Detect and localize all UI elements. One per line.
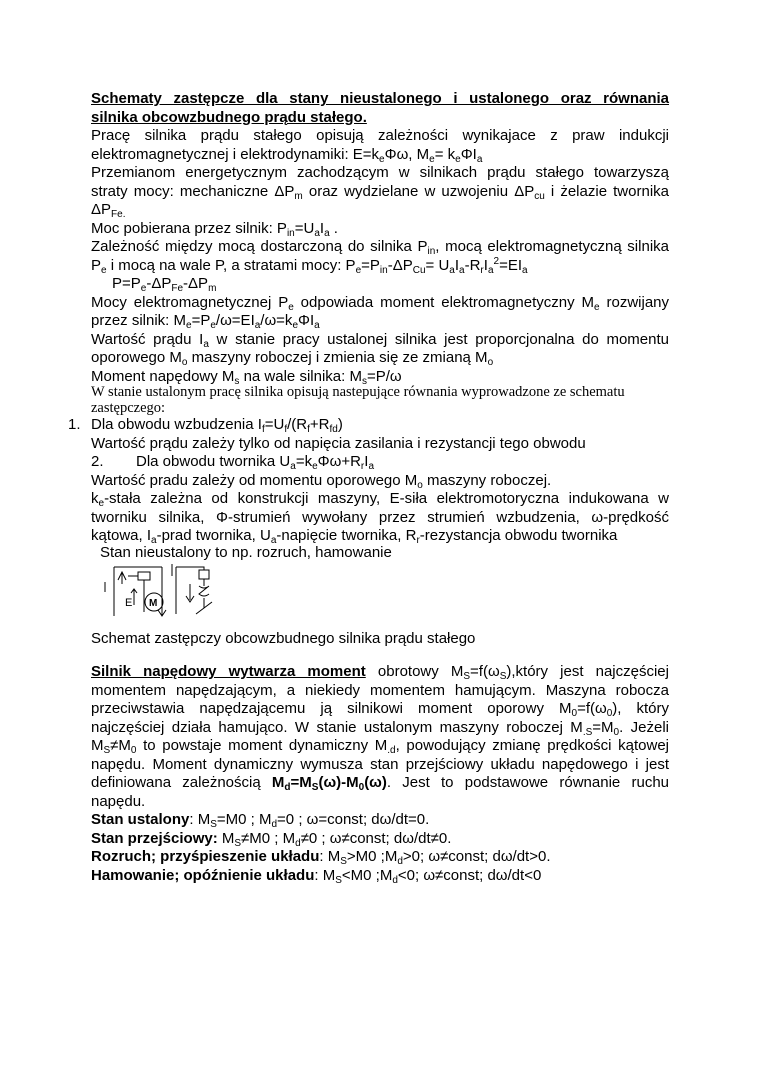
paragraph-text: Zależność między mocą dostarczoną do silnika $P_{in}$, mocą elektromagnetyczną silnika bbox=[91, 238, 669, 257]
paragraph-text: $P_e$ i mocą na wale P, a stratami mocy: $P_e=P_{in}-\Delta P_{Cu}= U_aI_a-R_rI_a^2=EI_a$ bbox=[91, 255, 528, 276]
paragraph-text: definiowana zależnością $M_d=M_S(\omega)-M_0(\omega)$. Jest to podstawowe równanie ruchu bbox=[91, 774, 669, 793]
paragraph-text: Mocy elektromagnetycznej $P_e$ odpowiada moment elektromagnetyczny $M_e$ rozwijany bbox=[91, 293, 670, 313]
paragraph-text: najczęściej działa hamująco. W stanie ustalonym maszyny roboczej $M_{.S}=M_0$. Jeżeli bbox=[91, 718, 670, 738]
figure-caption: Schemat zastępczy obcowzbudnego silnika prądu stałego bbox=[91, 630, 476, 647]
paragraph-text: przeciwstawia napędzającemu ją silnikowi moment oporowy $M_0=f(\omega_0)$, który bbox=[91, 700, 669, 719]
paragraph-text: $k_e$-stała zależna od konstrukcji maszyny, E-siła elektromotoryczna indukowana w bbox=[91, 490, 669, 509]
paragraph-text: oporowego $M_o$ maszyny roboczej i zmienia się ze zmianą $M_o$ bbox=[91, 349, 494, 368]
paragraph-text: Wartość prądu zależy tylko od napięcia zasilania i rezystancji tego obwodu bbox=[91, 434, 586, 452]
paragraph-text: $\Delta P_{Fe.}$ bbox=[91, 201, 126, 220]
paragraph-text: przez silnik: $M_e=P_e/\omega=EI_a/\omega=k_e\Phi I_a$ bbox=[91, 312, 320, 331]
paragraph-text: zastępczego: bbox=[91, 400, 166, 416]
paragraph-text: W stanie ustalonym pracę silnika opisują nastepujące równania wyprowadzone ze schematu bbox=[91, 384, 625, 400]
paragraph-text: Silnik napędowy wytwarza moment obrotowy $M_S=f(\omega_S),który$ jest najczęściej bbox=[91, 663, 669, 682]
state-line: Stan przejściowy: $M_S\ne M0$ ; $M_d\ne 0$ ; ω≠const; dω/dt≠0. bbox=[91, 829, 452, 849]
paragraph-text: momentem napędzającym, a niekiedy momentem hamującym. Maszyna robocza bbox=[91, 681, 669, 699]
emf-label: E bbox=[125, 597, 133, 609]
list-item: Dla obwodu wzbudzenia $I_f=U_f/(R_f+R_{fd})$ bbox=[91, 416, 343, 435]
equivalent-circuit-figure bbox=[100, 562, 230, 618]
list-number: 1. bbox=[68, 416, 81, 433]
motor-label: M bbox=[149, 598, 158, 609]
document-title-line-1: Schematy zastępcze dla stany nieustalonego i ustalonego oraz równania bbox=[91, 90, 669, 107]
state-line: Stan ustalony: $M_S=M0$ ; $M_d=0$ ; ω=const; dω/dt=0. bbox=[91, 811, 430, 830]
paragraph-text: Pracę silnika prądu stałego opisują zależności wynikajace z praw indukcji bbox=[91, 127, 669, 144]
paragraph-text: kątowa, $I_a$-prad twornika, $U_a$-napięcie twornika, $R_r$-rezystancja obwodu twornika bbox=[91, 527, 618, 546]
paragraph-text: $M_S\ne M_0$ to powstaje moment dynamiczny $M_{.d}$, powodujący zmianę prędkości kątowej bbox=[91, 737, 669, 756]
state-line: Hamowanie; opóźnienie układu: $M_S<M0$ $;M_d<0$; ω≠const; dω/dt<0 bbox=[91, 866, 542, 886]
paragraph-text: Moc pobierana przez silnik: $P_{in}=U_aI_a$ . bbox=[91, 219, 338, 239]
paragraph-text: Wartość pradu zależy od momentu oporowego $M_o$ maszyny roboczej. bbox=[91, 471, 552, 491]
paragraph-text: napędu. bbox=[91, 792, 146, 810]
paragraph-text: tworniku silnika, Φ-strumień wywołany przez strumień wzbudzenia, ω-prędkość bbox=[91, 508, 669, 526]
paragraph-text: Moment napędowy $M_s$ na wale silnika: $M_s=P/\omega$ bbox=[91, 367, 402, 387]
state-line: Rozruch; przyśpieszenie układu: $M_S>M0$ $;M_d>0$; ω≠const; dω/dt>0. bbox=[91, 848, 551, 867]
list-item: Dla obwodu twornika $U_a=k_e\Phi\omega+R_rI_a$ bbox=[136, 453, 374, 472]
paragraph-text: Przemianom energetycznym zachodzącym w silnikach prądu stałego towarzyszą bbox=[91, 164, 669, 181]
list-number: 2. bbox=[91, 453, 104, 470]
document-title-line-2: silnika obcowzbudnego prądu stałego. bbox=[91, 108, 367, 126]
paragraph-text: napędu. Moment dynamiczny wymusza stan przejściowy układu napędowego i jest bbox=[91, 755, 669, 773]
paragraph-text: Wartość prądu $I_a$ w stanie pracy ustalonej silnika jest proporcjonalna do momentu bbox=[91, 330, 669, 350]
paragraph-text: straty mocy: mechaniczne $\Delta P_m$ oraz wydzielane w uzwojeniu $\Delta P_{cu}$ i żelazie twornika bbox=[91, 182, 669, 202]
paragraph-text: elektromagnetycznej i elektrodynamiki: $E=k_e\Phi\omega$, $M_e= k_e\Phi I_a$ bbox=[91, 145, 483, 165]
paragraph-text: $P=P_e-\Delta P_{Fe}-\Delta P_m$ bbox=[112, 275, 217, 294]
paragraph-text: Stan nieustalony to np. rozruch, hamowanie bbox=[100, 544, 392, 561]
